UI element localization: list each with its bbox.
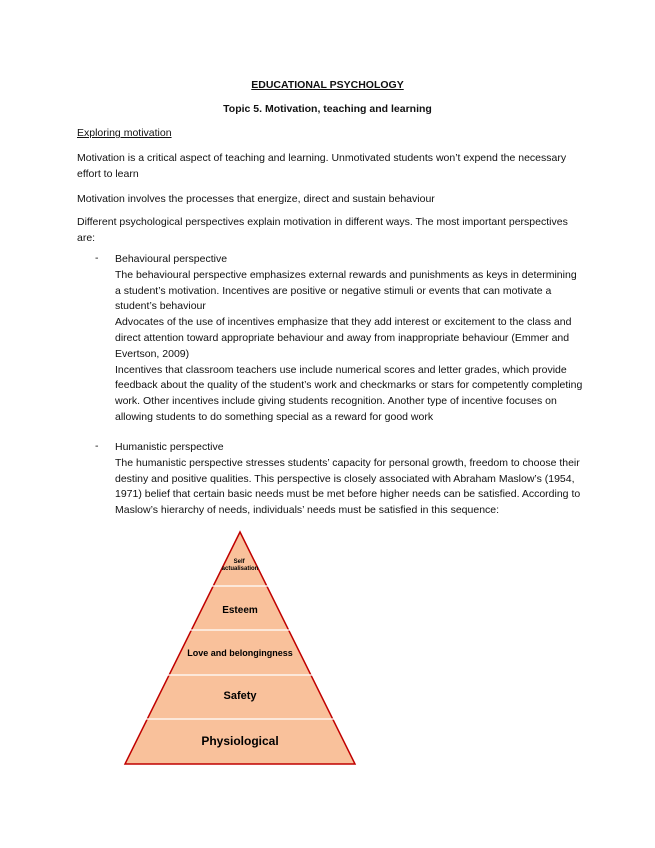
- bullet-paragraph: The behavioural perspective emphasizes external rewards and punishments as keys in determining a student’s motivation. Incentives are positive or negative stimuli or events that can motivate a student’s behaviour: [115, 268, 577, 313]
- paragraph-1: Motivation is a critical aspect of teaching and learning. Unmotivated students won’t expend the necessary effort to learn: [77, 152, 567, 180]
- level-safety: Safety: [223, 690, 257, 702]
- bullet-paragraph: The humanistic perspective stresses students’ capacity for personal growth, freedom to choose their destiny and positive qualities. This perspective is closely associated with Abraham Maslow’s (1954, 1971) belief that certain basic needs must be met before higher needs can be satisfied. According to Maslow’s hierarchy of needs, individuals’ needs must be satisfied in this sequence:: [115, 456, 581, 517]
- level-esteem: Esteem: [222, 605, 258, 616]
- bullet-behavioural: [115, 252, 585, 426]
- level-love-belongingness: Love and belongingness: [187, 648, 293, 658]
- bullet-marker: -: [95, 252, 99, 264]
- bullet-title: Humanistic perspective: [115, 441, 224, 453]
- level-self-actualisation: Self actualisation: [221, 559, 259, 572]
- section-heading: Exploring motivation: [77, 127, 172, 139]
- level-physiological: Physiological: [201, 734, 279, 748]
- bullet-marker: -: [95, 440, 99, 452]
- bullet-title: Behavioural perspective: [115, 253, 228, 265]
- bullet-paragraph: Incentives that classroom teachers use include numerical scores and letter grades, which provide feedback about the quality of the student’s work and checkmarks or stars for competently completing work. Other incentives include giving students recognition. Another type of incentive focuses on allowing students to do something special as a reward for good work: [115, 363, 583, 423]
- topic-title: Topic 5. Motivation, teaching and learning: [223, 103, 432, 115]
- paragraph-2: Motivation involves the processes that energize, direct and sustain behaviour: [77, 193, 435, 205]
- paragraph-3: Different psychological perspectives explain motivation in different ways. The most important perspectives are:: [77, 216, 568, 244]
- document-title: EDUCATIONAL PSYCHOLOGY: [251, 79, 404, 91]
- bullet-humanistic: [115, 440, 585, 519]
- maslow-pyramid: [115, 527, 365, 777]
- bullet-paragraph: Advocates of the use of incentives emphasize that they add interest or excitement to the class and direct attention toward appropriate behaviour and away from inappropriate behaviour (Emmer and Evertson, 2009): [115, 316, 572, 360]
